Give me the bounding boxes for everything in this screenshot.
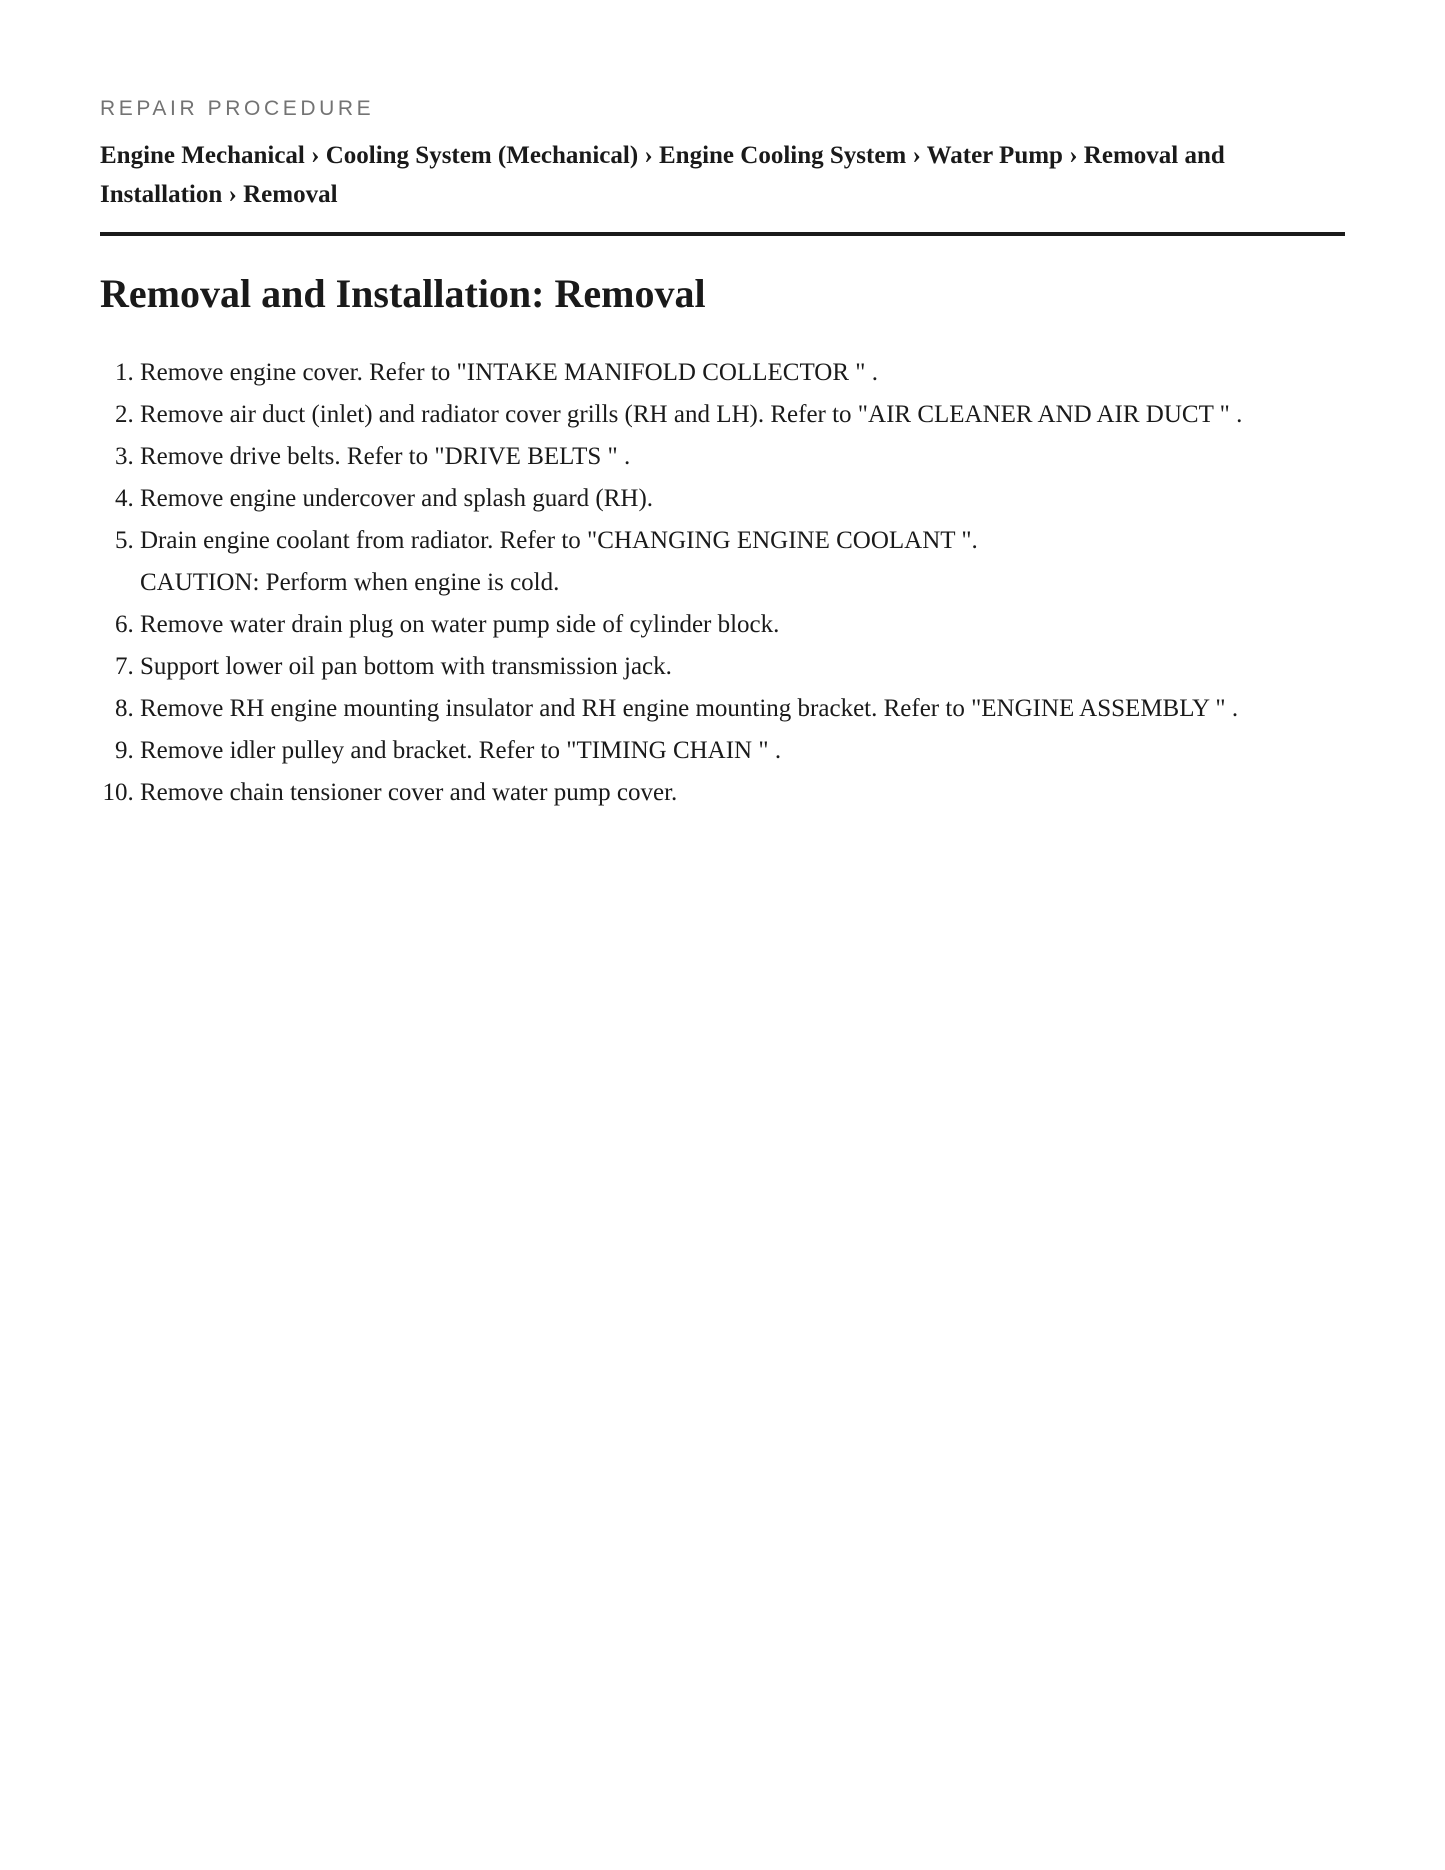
breadcrumb-item[interactable]: Cooling System (Mechanical) bbox=[325, 142, 639, 169]
breadcrumb-separator: › bbox=[912, 142, 927, 169]
header-divider bbox=[100, 232, 1345, 236]
step-text: Remove idler pulley and bracket. Refer to "TIMING CHAIN " . bbox=[140, 737, 782, 764]
procedure-steps bbox=[100, 352, 1345, 814]
document-page bbox=[100, 94, 1345, 814]
breadcrumb-separator: › bbox=[311, 142, 326, 169]
step-item bbox=[140, 772, 1345, 814]
step-item bbox=[140, 520, 1345, 604]
step-text: Remove RH engine mounting insulator and RH engine mounting bracket. Refer to "ENGINE ASSEMBLY " . bbox=[140, 695, 1239, 722]
breadcrumb-item[interactable]: Removal and Installation bbox=[100, 142, 1225, 208]
breadcrumb-separator: › bbox=[228, 181, 244, 208]
step-item bbox=[140, 352, 1345, 394]
step-text: Remove air duct (inlet) and radiator cover grills (RH and LH). Refer to "AIR CLEANER AND AIR DUCT " . bbox=[140, 401, 1243, 428]
breadcrumb-separator: › bbox=[644, 142, 659, 169]
breadcrumb bbox=[100, 136, 1345, 214]
step-text: Remove water drain plug on water pump side of cylinder block. bbox=[140, 611, 780, 638]
step-text: Drain engine coolant from radiator. Refer to "CHANGING ENGINE COOLANT ". bbox=[140, 527, 978, 554]
breadcrumb-item-current: Removal bbox=[243, 181, 338, 208]
step-text: Support lower oil pan bottom with transmission jack. bbox=[140, 653, 672, 680]
breadcrumb-item[interactable]: Engine Mechanical bbox=[100, 142, 305, 169]
caution-note: CAUTION: Perform when engine is cold. bbox=[140, 569, 560, 596]
breadcrumb-item[interactable]: Water Pump bbox=[926, 142, 1063, 169]
step-item bbox=[140, 436, 1345, 478]
step-text: Remove chain tensioner cover and water pump cover. bbox=[140, 779, 678, 806]
step-text: Remove engine cover. Refer to "INTAKE MANIFOLD COLLECTOR " . bbox=[140, 359, 878, 386]
breadcrumb-item[interactable]: Engine Cooling System bbox=[658, 142, 907, 169]
step-text: Remove drive belts. Refer to "DRIVE BELTS " . bbox=[140, 443, 631, 470]
step-item bbox=[140, 646, 1345, 688]
breadcrumb-separator: › bbox=[1069, 142, 1084, 169]
step-text: Remove engine undercover and splash guard (RH). bbox=[140, 485, 654, 512]
section-kicker: REPAIR PROCEDURE bbox=[100, 97, 375, 120]
step-item bbox=[140, 730, 1345, 772]
step-item bbox=[140, 688, 1345, 730]
step-item bbox=[140, 394, 1345, 436]
step-item bbox=[140, 478, 1345, 520]
step-item bbox=[140, 604, 1345, 646]
page-title: Removal and Installation: Removal bbox=[100, 271, 706, 316]
